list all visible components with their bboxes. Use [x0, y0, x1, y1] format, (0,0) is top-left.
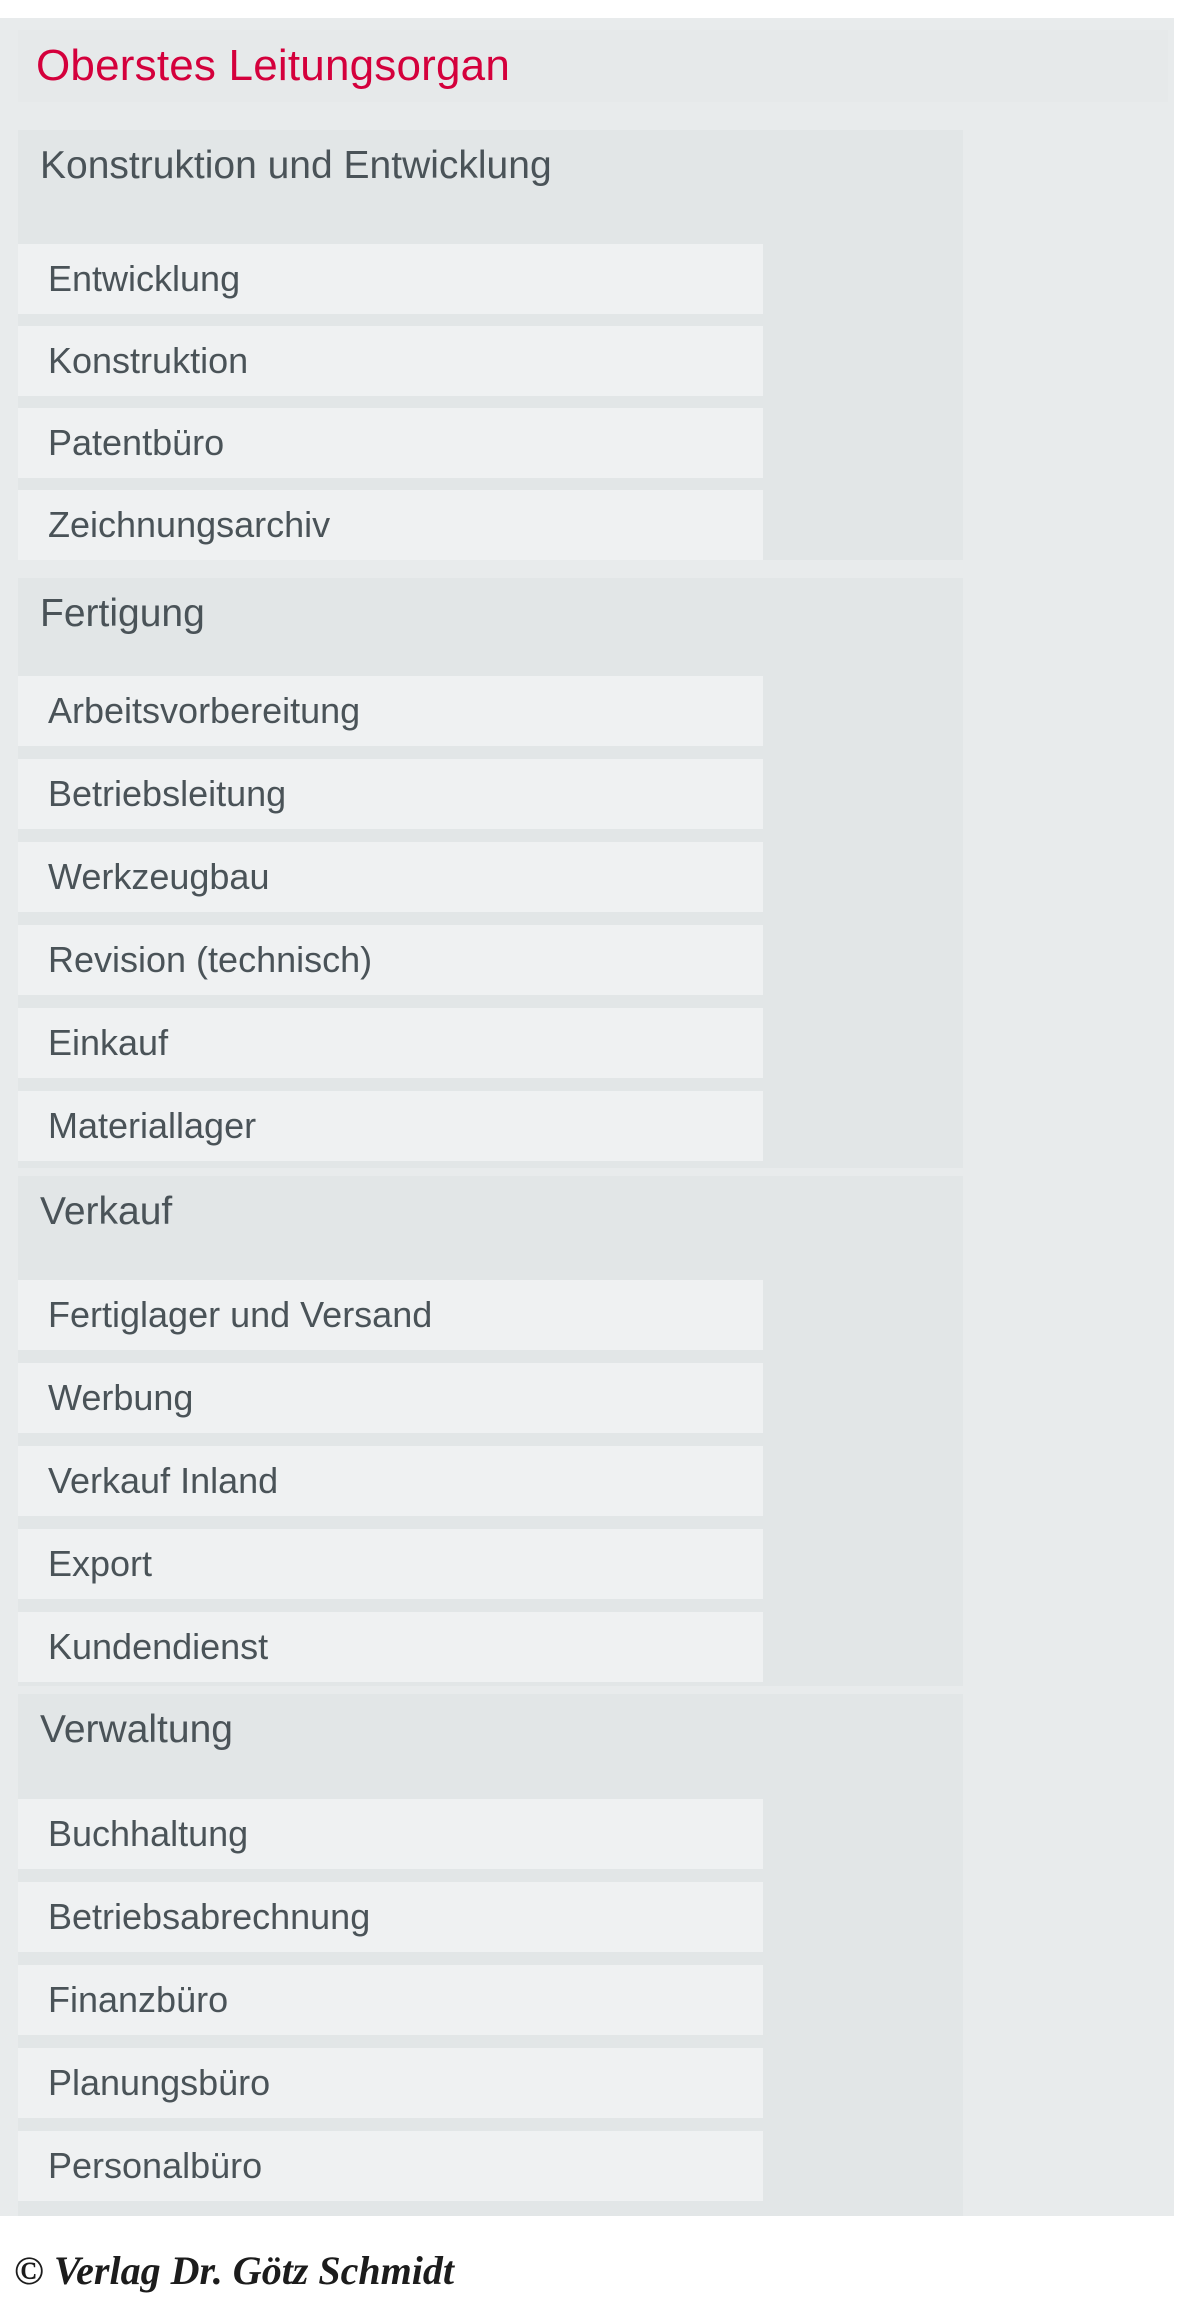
unit-node-label: Verkauf Inland [48, 1460, 279, 1501]
division-heading-2 [18, 1176, 963, 1246]
unit-node [18, 842, 763, 912]
unit-node-label: Betriebsleitung [48, 773, 287, 814]
division-heading-label: Verkauf [40, 1189, 173, 1233]
unit-node [18, 759, 763, 829]
unit-node [18, 1965, 763, 2035]
unit-node [18, 1612, 763, 1682]
division-heading-3 [18, 1694, 963, 1764]
unit-node-label: Entwicklung [48, 258, 241, 299]
unit-node [18, 2048, 763, 2118]
copyright-footer [14, 2243, 814, 2299]
unit-node-label: Personalbüro [48, 2145, 263, 2186]
unit-node [18, 676, 763, 746]
unit-node-label: Revision (technisch) [48, 939, 373, 980]
unit-node-label: Export [48, 1543, 153, 1584]
top-level-node [18, 30, 1168, 102]
unit-node-label: Materiallager [48, 1105, 257, 1146]
unit-node [18, 1529, 763, 1599]
unit-node [18, 408, 763, 478]
unit-node-label: Buchhaltung [48, 1813, 249, 1854]
unit-node [18, 1363, 763, 1433]
unit-node-label: Kundendienst [48, 1626, 269, 1667]
top-level-node-label: Oberstes Leitungsorgan [36, 41, 511, 90]
unit-node-label: Einkauf [48, 1022, 169, 1063]
unit-node-label: Werkzeugbau [48, 856, 270, 897]
division-heading-label: Fertigung [40, 591, 205, 635]
unit-node-label: Fertiglager und Versand [48, 1294, 433, 1335]
unit-node-label: Werbung [48, 1377, 194, 1418]
copyright-label: © Verlag Dr. Götz Schmidt [14, 2248, 454, 2293]
unit-node [18, 490, 763, 560]
unit-node [18, 326, 763, 396]
unit-node-label: Finanzbüro [48, 1979, 229, 2020]
unit-node [18, 1799, 763, 1869]
unit-node-label: Patentbüro [48, 422, 225, 463]
unit-node [18, 2131, 763, 2201]
unit-node [18, 925, 763, 995]
unit-node [18, 1280, 763, 1350]
division-heading-label: Verwaltung [40, 1707, 233, 1751]
unit-node [18, 1091, 763, 1161]
division-heading-label: Konstruktion und Entwicklung [40, 143, 552, 187]
unit-node-label: Zeichnungsarchiv [48, 504, 331, 545]
unit-node [18, 244, 763, 314]
unit-node [18, 1882, 763, 1952]
unit-node [18, 1008, 763, 1078]
unit-node-label: Planungsbüro [48, 2062, 271, 2103]
unit-node [18, 1446, 763, 1516]
unit-node-label: Konstruktion [48, 340, 249, 381]
unit-node-label: Arbeitsvorbereitung [48, 690, 361, 731]
division-heading-1 [18, 578, 963, 648]
division-heading-0 [18, 130, 963, 200]
unit-node-label: Betriebsabrechnung [48, 1896, 371, 1937]
